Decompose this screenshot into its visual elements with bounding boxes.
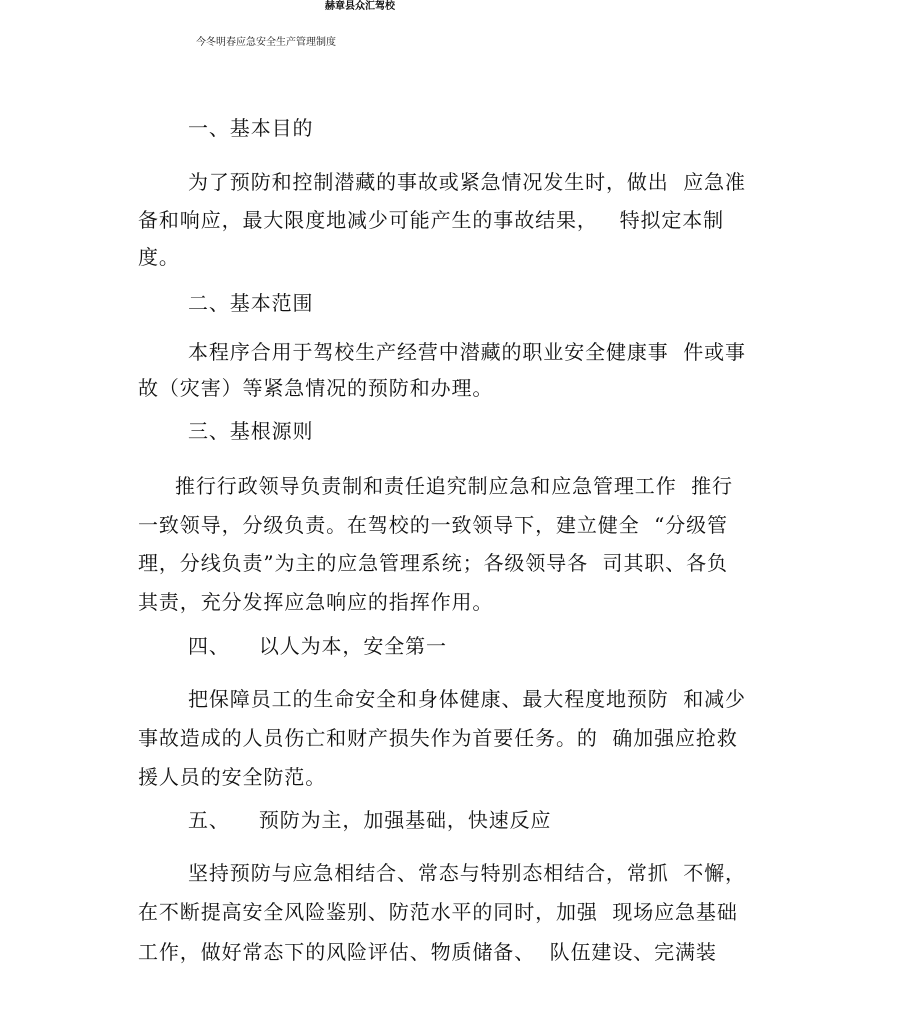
paragraph-line: 其责，充分发挥应急响应的指挥作用。 [138, 590, 494, 614]
paragraph-line: 一致领导，分级负责。在驾校的一致领导下，建立健全 “分级管 [138, 513, 728, 537]
paragraph-line: 理，分线负责”为主的应急管理系统；各级领导各 司其职、各负 [138, 551, 728, 575]
section-heading: 一、基本目的 [188, 116, 314, 140]
header-subtitle: 今冬明春应急安全生产管理制度 [196, 37, 336, 48]
paragraph-line: 故（灾害）等紧急情况的预防和办理。 [138, 376, 494, 400]
paragraph-line: 援人员的安全防范。 [138, 765, 327, 789]
paragraph-line: 度。 [138, 245, 180, 269]
section-heading: 二、基本范围 [188, 291, 314, 315]
paragraph-line: 推行行政领导负责制和责任追究制应急和应急管理工作 推行 [175, 474, 733, 498]
header-title: 赫章县众汇驾校 [325, 1, 395, 12]
section-heading: 三、基根源则 [188, 419, 314, 443]
section-heading: 四、 以人为本，安全第一 [188, 634, 447, 658]
paragraph-line: 为了预防和控制潜藏的事故或紧急情况发生时，做出 应急准 [188, 170, 746, 194]
paragraph-line: 在不断提高安全风险鉴别、防范水平的同时，加强 现场应急基础 [138, 900, 738, 924]
paragraph-line: 本程序合用于驾校生产经营中潜藏的职业安全健康事 件或事 [188, 340, 746, 364]
paragraph-line: 工作，做好常态下的风险评估、物质储备、 队伍建设、完满装 [138, 940, 717, 964]
paragraph-line: 事故造成的人员伤亡和财产损失作为首要任务。的 确加强应抢救 [138, 726, 738, 750]
paragraph-line: 把保障员工的生命安全和身体健康、最大程度地预防 和减少 [188, 687, 746, 711]
paragraph-line: 备和响应，最大限度地减少可能产生的事故结果， 特拟定本制 [138, 208, 725, 232]
section-heading: 五、 预防为主，加强基础，快速反应 [188, 808, 552, 832]
paragraph-line: 坚持预防与应急相结合、常态与特别态相结合，常抓 不懈， [188, 861, 746, 885]
